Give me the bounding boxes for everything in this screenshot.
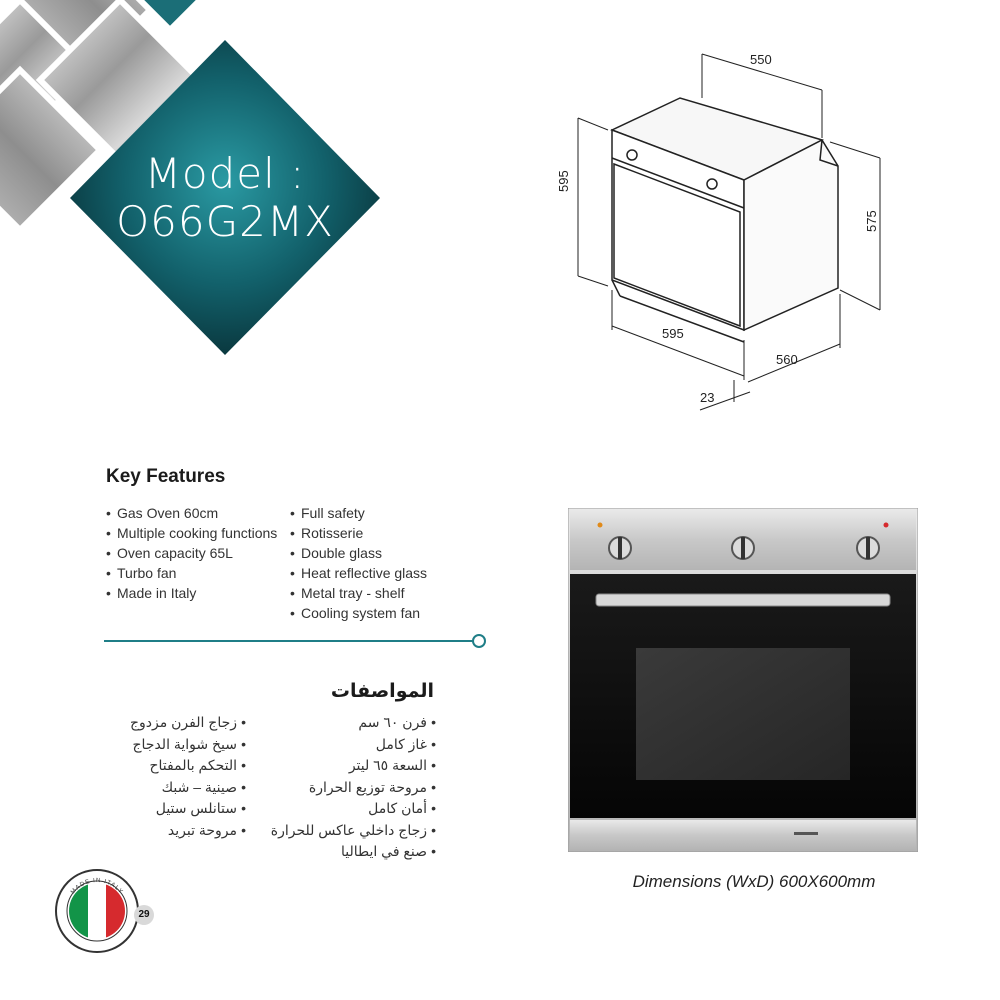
- key-features-title: Key Features: [106, 466, 226, 487]
- arabic-spec-item: • صنع في ايطاليا: [230, 841, 436, 863]
- feature-item: • Rotisserie: [290, 523, 490, 543]
- arabic-specs-column-2: [60, 712, 246, 841]
- made-in-italy-seal: [54, 868, 140, 954]
- page-number: 29: [134, 905, 154, 925]
- divider-end-dot: [472, 634, 486, 648]
- model-title: [95, 150, 355, 246]
- arabic-spec-item: • السعة ٦٥ ليتر: [230, 755, 436, 777]
- feature-item: • Double glass: [290, 543, 490, 563]
- arabic-spec-item: • أمان كامل: [230, 798, 436, 820]
- knob-right-icon: [707, 179, 717, 189]
- arabic-spec-item: • مروحة تبريد: [60, 820, 246, 842]
- dim-front-width: 595: [662, 326, 684, 341]
- feature-item: • Turbo fan: [106, 563, 281, 583]
- knob-left-icon: [627, 150, 637, 160]
- arabic-spec-item: • صينية – شبك: [60, 777, 246, 799]
- arabic-specs-title: المواصفات: [330, 681, 434, 702]
- feature-item: • Cooling system fan: [290, 603, 490, 623]
- dimension-diagram: [550, 40, 900, 420]
- arabic-spec-item: • مروحة توزيع الحرارة: [230, 777, 436, 799]
- door-handle: [596, 594, 890, 606]
- dim-left-height: 595: [556, 170, 571, 192]
- dim-depth: 560: [776, 352, 798, 367]
- model-number: O66G2MX: [116, 197, 334, 246]
- oven-product-image: [568, 508, 918, 852]
- arabic-spec-item: • زجاج الفرن مزدوج: [60, 712, 246, 734]
- oven-outline: [612, 98, 838, 342]
- dimensions-caption: Dimensions (WxD) 600X600mm: [632, 872, 876, 891]
- arabic-spec-item: • غاز كامل: [230, 734, 436, 756]
- feature-item: • Metal tray - shelf: [290, 583, 490, 603]
- feature-item: • Full safety: [290, 503, 490, 523]
- feature-item: • Oven capacity 65L: [106, 543, 281, 563]
- arabic-spec-item: • التحكم بالمفتاح: [60, 755, 246, 777]
- key-features-column-1: [106, 503, 281, 603]
- arabic-spec-item: • فرن ٦٠ سم: [230, 712, 436, 734]
- feature-item: • Gas Oven 60cm: [106, 503, 281, 523]
- dim-right-height: 575: [864, 210, 879, 232]
- dim-top-width: 550: [750, 52, 772, 67]
- section-divider: [104, 640, 474, 642]
- arabic-spec-item: • سيخ شواية الدجاج: [60, 734, 246, 756]
- feature-item: • Multiple cooking functions: [106, 523, 281, 543]
- oven-window: [636, 648, 850, 780]
- seal-text: MADE IN ITALY: [70, 877, 124, 896]
- feature-item: • Made in Italy: [106, 583, 281, 603]
- arabic-specs-column-1: [230, 712, 436, 863]
- feature-item: • Heat reflective glass: [290, 563, 490, 583]
- arabic-spec-item: • زجاج داخلي عاكس للحرارة: [230, 820, 436, 842]
- model-label: Model :: [144, 149, 306, 198]
- dim-front-panel: 23: [700, 390, 715, 405]
- key-features-column-2: [290, 503, 490, 623]
- arabic-spec-item: • ستانلس ستيل: [60, 798, 246, 820]
